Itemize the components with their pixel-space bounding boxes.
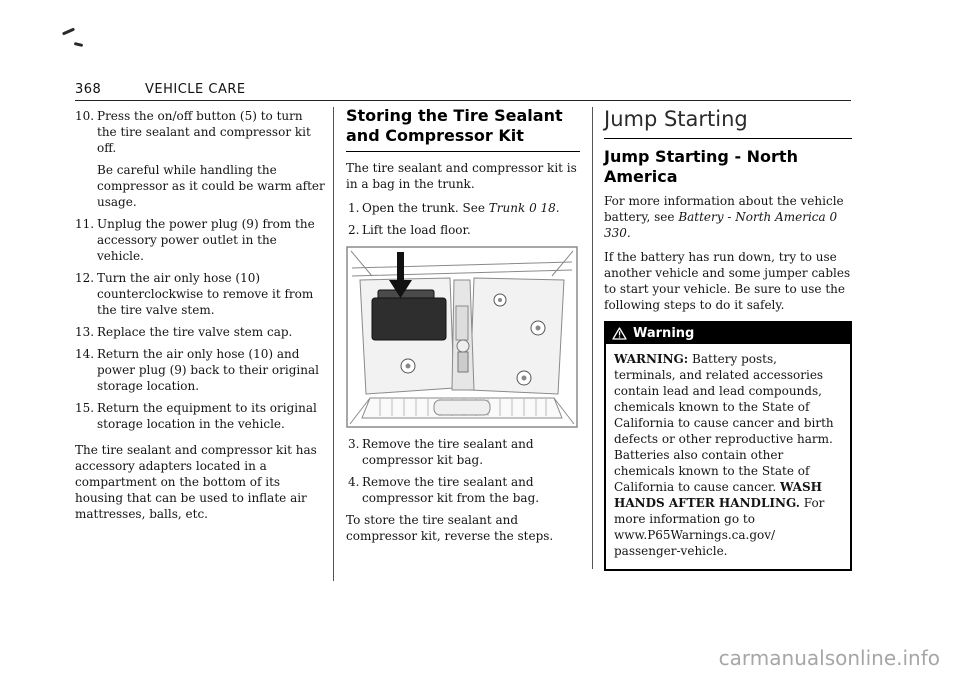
- step-number: 3.: [348, 437, 360, 451]
- list-number: 15.: [75, 401, 95, 415]
- closing-paragraph: The tire sealant and compressor kit has accessory adapters located in a compartment on the bottom of its housing that can be used to inflate air mattresses, balls, etc.: [75, 443, 317, 521]
- step-number: 2.: [348, 223, 360, 237]
- trunk-illustration-svg: [346, 246, 578, 428]
- list-item: [75, 108, 325, 156]
- list-item: [75, 324, 325, 340]
- list-number: 11.: [75, 217, 95, 231]
- list-text: Replace the tire valve stem cap.: [97, 325, 293, 339]
- column-left: [75, 108, 325, 530]
- cross-reference: Battery - North America 0 330.: [604, 210, 838, 240]
- step-item: [346, 436, 580, 468]
- step-text: Lift the load floor.: [362, 223, 471, 237]
- warning-triangle-icon: [612, 327, 627, 340]
- list-number: 12.: [75, 271, 95, 285]
- column-divider: [333, 107, 334, 581]
- warning-box: [604, 321, 852, 571]
- page-number: 368: [75, 82, 102, 97]
- cross-reference: Trunk 0 18.: [488, 201, 560, 215]
- warning-text-bold: WARNING:: [614, 352, 689, 366]
- list-item-note: [75, 162, 325, 210]
- list-text: Unplug the power plug (9) from the accessory power outlet in the vehicle.: [97, 217, 315, 263]
- list-item: [75, 270, 325, 318]
- step-item: [346, 474, 580, 506]
- scan-artifact: [62, 27, 75, 35]
- running-header-section: VEHICLE CARE: [145, 82, 246, 97]
- list-text: Turn the air only hose (10) counterclockwise to remove it from the tire valve stem.: [97, 271, 314, 317]
- warning-body: [606, 344, 850, 569]
- step-item: [346, 222, 580, 238]
- list-item: [75, 346, 325, 394]
- column-middle: [346, 106, 580, 552]
- list-item: [75, 400, 325, 432]
- info-paragraph: [604, 193, 852, 241]
- list-item: [75, 216, 325, 264]
- trunk-illustration: [346, 246, 578, 428]
- step-number: 1.: [348, 201, 360, 215]
- warning-title: Warning: [633, 326, 695, 341]
- list-number: 14.: [75, 347, 95, 361]
- subsection-heading: Jump Starting - North America: [604, 147, 798, 186]
- step-number: 4.: [348, 475, 360, 489]
- step-text: Remove the tire sealant and compressor kit from the bag.: [362, 475, 540, 505]
- list-text: Return the equipment to its original storage location in the vehicle.: [97, 401, 317, 431]
- header-rule: [75, 100, 851, 101]
- column-right: [604, 106, 852, 571]
- paragraph-text: For more information about the vehicle battery, see: [604, 194, 844, 224]
- intro-paragraph: The tire sealant and compressor kit is in a bag in the trunk.: [346, 161, 577, 191]
- list-text: Return the air only hose (10) and power plug (9) back to their original storage location.: [97, 347, 319, 393]
- list-number: 10.: [75, 109, 95, 123]
- info-paragraph: If the battery has run down, try to use another vehicle and some jumper cables to start your vehicle. Be sure to use the following steps to do it safely.: [604, 250, 851, 312]
- warning-header: [606, 323, 850, 344]
- list-text: Be careful while handling the compressor as it could be warm after usage.: [97, 163, 325, 209]
- column-divider: [592, 107, 593, 569]
- step-text: Remove the tire sealant and compressor kit bag.: [362, 437, 534, 467]
- warning-text: Battery posts, terminals, and related accessories contain lead and lead compounds, chemicals known to the State of California to cause cancer and birth defects or other reproductive harm. Batteries also contain other chemicals known to the State of California to cause cancer.: [614, 352, 834, 494]
- outro-paragraph: To store the tire sealant and compressor kit, reverse the steps.: [346, 513, 554, 543]
- section-heading: Storing the Tire Sealant and Compressor Kit: [346, 106, 580, 152]
- list-number: 13.: [75, 325, 95, 339]
- scan-artifact: [74, 42, 83, 47]
- step-text: Open the trunk. See: [362, 201, 489, 215]
- warning-text: For more information go to www.P65Warnings.ca.gov/ passenger-vehicle.: [614, 496, 825, 558]
- step-item: [346, 200, 580, 216]
- list-text: Press the on/off button (5) to turn the tire sealant and compressor kit off.: [97, 109, 311, 155]
- warning-text-bold: WASH HANDS AFTER HANDLING.: [614, 480, 822, 510]
- chapter-heading: Jump Starting: [604, 106, 852, 139]
- watermark: carmanualsonline.info: [718, 646, 940, 670]
